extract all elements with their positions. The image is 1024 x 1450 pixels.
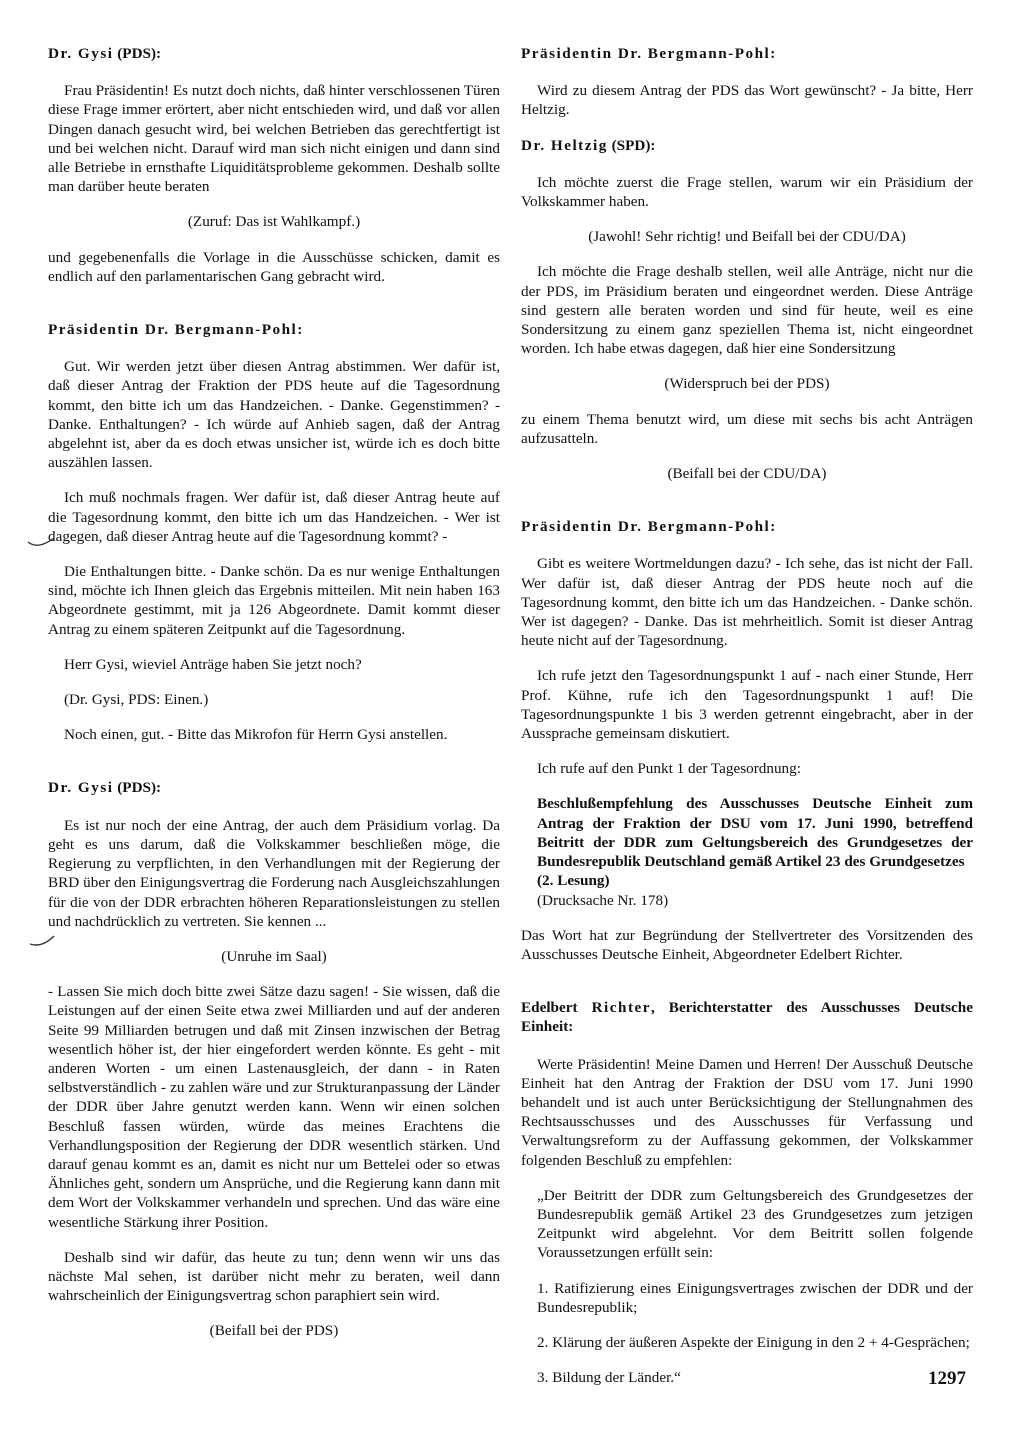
paragraph: Deshalb sind wir dafür, das heute zu tun; denn wenn wir uns das nächste Mal sehen, ist darüber nicht mehr zu beraten, weil dann wahrscheinlich der Einigungsvertrag schon paraphiert sein wird. xyxy=(48,1248,500,1305)
paragraph: Noch einen, gut. - Bitte das Mikrofon für Herrn Gysi anstellen. xyxy=(64,726,448,744)
resolution-title: Beschlußempfehlung des Ausschusses Deutsche Einheit zum Antrag der Fraktion der DSU vom 17. Juni 1990, betreffend Beitritt der DDR zum Geltungsbereich des Grundgesetzes der Bundesrepublik Deutschland gemäß Artikel 23 des Grundgesetzes xyxy=(537,795,973,871)
paragraph: zu einem Thema benutzt wird, um diese mit sechs bis acht Anträgen aufzusatteln. xyxy=(521,410,973,447)
paragraph: Werte Präsidentin! Meine Damen und Herren! Der Ausschuß Deutsche Einheit hat den Antrag der Fraktion der DSU vom 17. Juni 1990 behandelt und ist auch unter Berücksichtigung der Stellungnahmen des Rechtsausschusses und des Ausschusses für Verfassung und Verwaltungsreform zu der Auffassung gekommen, der Volkskammer folgenden Beschluß zu empfehlen: xyxy=(521,1055,973,1169)
speaker-heading: Präsidentin Dr. Bergmann-Pohl: xyxy=(48,321,303,339)
interjection: (Widerspruch bei der PDS) xyxy=(664,375,830,393)
page-number: 1297 xyxy=(928,1368,966,1389)
speaker-heading: Dr. Gysi (PDS): xyxy=(48,45,162,62)
interjection: (Jawohl! Sehr richtig! und Beifall bei der CDU/DA) xyxy=(588,228,906,246)
paragraph: Es ist nur noch der eine Antrag, der auch dem Präsidium vorlag. Da geht es uns darum, daß die Volkskammer beschließen möge, die Regierung zu verpflichten, in den Verhandlungen mit der Regierung der BRD über den Einigungsvertrag die Forderung nach Ausgleichszahlungen für die von der DDR erbrachten höheren Reparationsleistungen zu stellen und nachdrücklich zu vertreten. Sie kennen ... xyxy=(48,816,500,930)
paragraph: Frau Präsidentin! Es nutzt doch nichts, daß hinter verschlossenen Türen diese Frage immer erörtert, aber nicht entschieden wird, und daß vor allen Dingen danach gesucht wird, bei welchen Betrieben das gerechtfertigt ist und bei welchen nicht. Darauf wird man sich nicht einigen und dann sind alle Betriebe in ernsthafte Liquiditätsprobleme gekommen. Deshalb sollte man darüber heute beraten xyxy=(48,82,500,196)
resolution-printed-matter: (Drucksache Nr. 178) xyxy=(537,891,669,909)
paragraph: und gegebenenfalls die Vorlage in die Ausschüsse schicken, damit es endlich auf den parlamentarischen Gang gebracht wird. xyxy=(48,248,500,285)
resolution-reading: (2. Lesung) xyxy=(537,872,610,890)
paragraph: Die Enthaltungen bitte. - Danke schön. Da es nur wenige Enthaltungen sind, möchte ich Ihnen gleich das Ergebnis mitteilen. Mit nein haben 163 Abgeordnete gestimmt, mit ja 126 Abgeordnete. Damit kommt dieser Antrag zu einem späteren Zeitpunkt auf die Tagesordnung. xyxy=(48,563,500,638)
interjection: (Unruhe im Saal) xyxy=(221,947,327,965)
quoted-resolution: „Der Beitritt der DDR zum Geltungsbereich des Grundgesetzes der Bundesrepublik gemäß Artikel 23 des Grundgesetzes zum jetzigen Zeitpunkt wird abgelehnt. Vor dem Beitritt sollen folgende Voraussetzungen erfüllt sein: xyxy=(537,1186,973,1262)
interjection: (Zuruf: Das ist Wahlkampf.) xyxy=(187,213,361,231)
paragraph: Ich rufe jetzt den Tagesordnungspunkt 1 auf - nach einer Stunde, Herr Prof. Kühne, rufe ich den Tagesordnungspunkt 1 auf! Die Tagesordnungspunkte 1 bis 3 werden getrennt eingebracht, aber in der Aussprache gemeinsam diskutiert. xyxy=(521,667,973,743)
speaker-heading: Dr. Heltzig (SPD): xyxy=(521,136,656,154)
quote-list-item: 3. Bildung der Länder.“ xyxy=(537,1369,681,1387)
speaker-heading: Dr. Gysi (PDS): xyxy=(48,779,162,797)
interjection: (Beifall bei der PDS) xyxy=(209,1322,339,1340)
interjection: (Beifall bei der CDU/DA) xyxy=(667,465,827,483)
speaker-heading: Präsidentin Dr. Bergmann-Pohl: xyxy=(521,45,776,62)
margin-mark-icon xyxy=(24,532,64,552)
paragraph: Ich möchte zuerst die Frage stellen, warum wir ein Präsidium der Volkskammer haben. xyxy=(521,173,973,211)
paragraph: - Lassen Sie mich doch bitte zwei Sätze dazu sagen! - Sie wissen, daß die Leistungen auf der einen Seite etwa zwei Milliarden und auf der anderen Seite 99 Milliarden betrugen und daß mit Zinsen inzwischen der Betrag wesentlich höher ist, der hier eingefordert werden könnte. Es geht - mit anderen Worten - um einen Lastenausgleich, der dann - in Raten selbstverständlich - zu zahlen wäre und zur Strukturanpassung der Länder der DDR über Jahre genutzt werden kann. Wenn wir einen solchen Beschluß fassen würden, würde das meines Erachtens die Verhandlungsposition der Regierung der DDR wesentlich stärken. Und darauf genau kommt es an, damit es nicht nur um Bettelei oder so etwas Ähnliches geht, sondern um Ansprüche, und die Regierung kann dann mit dem Wort der Volkskammer verhandeln und sprechen. Und das wäre eine wesentliche Stärkung ihrer Position. xyxy=(48,983,500,1231)
paragraph: Gibt es weitere Wortmeldungen dazu? - Ich sehe, das ist nicht der Fall. Wer dafür ist, daß dieser Antrag der PDS heute noch auf die Tagesordnung kommt, den bitte ich um das Handzeichen. - Danke schön. Wer ist dagegen? - Danke. Das ist mehrheitlich. Somit ist dieser Antrag heute nicht auf der Tagesordnung. xyxy=(521,555,973,650)
margin-mark-icon xyxy=(26,932,62,952)
speaker-heading: Edelbert Richter, Berichterstatter des Ausschusses Deutsche Einheit: xyxy=(521,999,973,1036)
paragraph: Das Wort hat zur Begründung der Stellvertreter des Vorsitzenden des Ausschusses Deutsche Einheit, Abgeordneter Edelbert Richter. xyxy=(521,926,973,963)
left-column xyxy=(48,36,500,1357)
paragraph: Ich muß nochmals fragen. Wer dafür ist, daß dieser Antrag heute auf die Tagesordnung kommt, den bitte ich um das Handzeichen. - Wer ist dagegen, daß dieser Antrag heute auf die Tagesordnung kommt? - xyxy=(48,489,500,545)
paragraph: Wird zu diesem Antrag der PDS das Wort gewünscht? - Ja bitte, Herr Heltzig. xyxy=(521,82,973,119)
right-column xyxy=(521,36,973,1403)
speaker-heading: Präsidentin Dr. Bergmann-Pohl: xyxy=(521,518,776,536)
paragraph: Herr Gysi, wieviel Anträge haben Sie jetzt noch? xyxy=(64,655,362,673)
paragraph: Ich rufe auf den Punkt 1 der Tagesordnung: xyxy=(537,760,801,778)
paragraph: Ich möchte die Frage deshalb stellen, weil alle Anträge, nicht nur die der PDS, im Präsidium beraten und eingeordnet werden. Diese Anträge sind gestern alle beraten worden und sind für heute, weil es eine Sondersitzung zu einem ganz speziellen Thema ist, nicht eingeordnet worden. Ich habe etwas dagegen, daß hier eine Sondersitzung xyxy=(521,263,973,358)
quote-list-item: 2. Klärung der äußeren Aspekte der Einigung in den 2 + 4-Gesprächen; xyxy=(537,1333,970,1351)
interjection: (Dr. Gysi, PDS: Einen.) xyxy=(64,691,209,709)
paragraph: Gut. Wir werden jetzt über diesen Antrag abstimmen. Wer dafür ist, daß dieser Antrag der Fraktion der PDS heute auf die Tagesordnung kommt, den bitte ich um das Handzeichen. - Danke. Gegenstimmen? - Danke. Enthaltungen? - Ich würde auf Anhieb sagen, daß der Antrag abgelehnt ist, aber da es doch etwas unsicher ist, würde ich es doch bitte auszählen lassen. xyxy=(48,358,500,472)
agenda-resolution xyxy=(537,794,973,909)
quote-list-item: 1. Ratifizierung eines Einigungsvertrages zwischen der DDR und der Bundesrepublik; xyxy=(537,1279,973,1316)
